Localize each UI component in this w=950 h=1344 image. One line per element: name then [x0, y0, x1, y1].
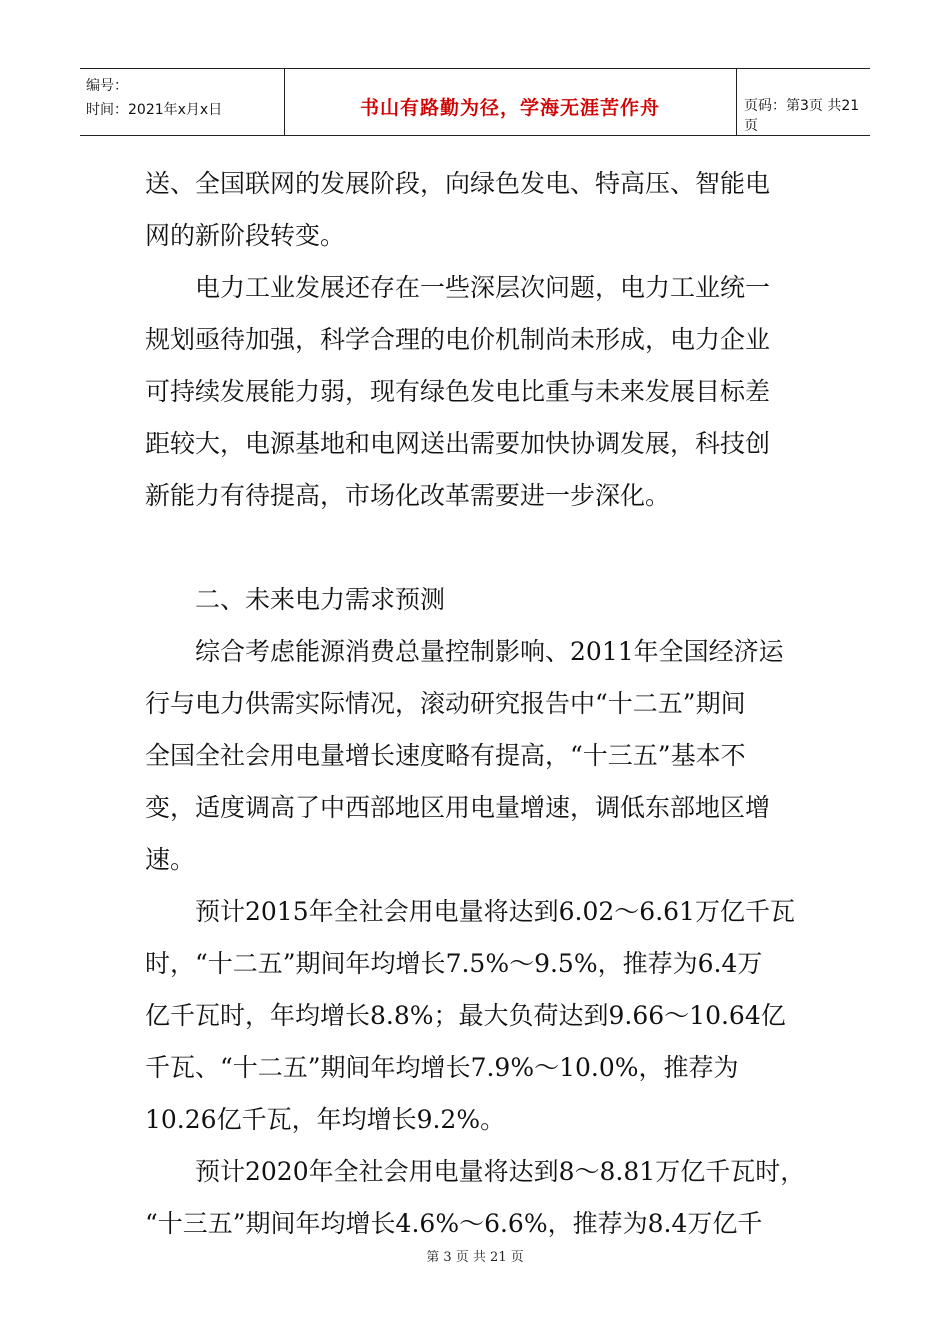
text-line: 全国全社会用电量增长速度略有提高，“十三五”基本不: [145, 741, 746, 770]
header-info-cell: [80, 69, 285, 135]
document-body: [145, 158, 809, 1250]
paragraph-1: [145, 158, 809, 262]
header-page-label: 页码：第3页 共21页: [744, 98, 860, 134]
text-line: 时，“十二五”期间年均增长7.5%～9.5%，推荐为6.4万: [145, 949, 763, 978]
paragraph-3: [145, 626, 809, 886]
text-line: 变，适度调高了中西部地区用电量增速，调低东部地区增: [145, 793, 771, 822]
text-line: 可持续发展能力弱，现有绿色发电比重与未来发展目标差: [145, 377, 771, 406]
header-page-cell: [736, 69, 870, 135]
section-heading: [145, 574, 809, 626]
page-header: [80, 68, 870, 136]
text-line: 电力工业发展还存在一些深层次问题，电力工业统一: [145, 273, 771, 302]
paragraph-4: [145, 886, 809, 1146]
text-line: 综合考虑能源消费总量控制影响、2011年全国经济运: [145, 637, 784, 666]
text-line: 网的新阶段转变。: [145, 221, 346, 250]
text-line: 新能力有待提高，市场化改革需要进一步深化。: [145, 481, 671, 510]
text-line: 千瓦、“十二五”期间年均增长7.9%～10.0%，推荐为: [145, 1053, 739, 1082]
header-motto: 书山有路勤为径，学海无涯苦作舟: [359, 97, 660, 119]
section-heading-text: 二、未来电力需求预测: [145, 585, 446, 614]
text-line: 行与电力供需实际情况，滚动研究报告中“十二五”期间: [145, 689, 746, 718]
text-line: 10.26亿千瓦，年均增长9.2%。: [145, 1105, 506, 1134]
text-line: 距较大，电源基地和电网送出需要加快协调发展，科技创: [145, 429, 771, 458]
text-line: 预计2020年全社会用电量将达到8～8.81万亿千瓦时，: [145, 1157, 806, 1186]
text-line: 预计2015年全社会用电量将达到6.02～6.61万亿千瓦: [145, 897, 795, 926]
page-footer: 第 3 页 共 21 页: [426, 1250, 524, 1265]
header-motto-cell: [284, 69, 737, 135]
paragraph-5: [145, 1146, 809, 1250]
paragraph-2: [145, 262, 809, 522]
text-line: 规划亟待加强，科学合理的电价机制尚未形成，电力企业: [145, 325, 771, 354]
text-line: 送、全国联网的发展阶段，向绿色发电、特高压、智能电: [145, 169, 771, 198]
paragraph-gap: [145, 522, 809, 574]
text-line: “十三五”期间年均增长4.6%～6.6%，推荐为8.4万亿千: [145, 1209, 763, 1238]
document-number-label: 编号：: [86, 78, 128, 94]
text-line: 速。: [145, 845, 196, 874]
document-time-label: 时间：2021年x月x日: [86, 102, 223, 118]
text-line: 亿千瓦时，年均增长8.8%；最大负荷达到9.66～10.64亿: [145, 1001, 786, 1030]
